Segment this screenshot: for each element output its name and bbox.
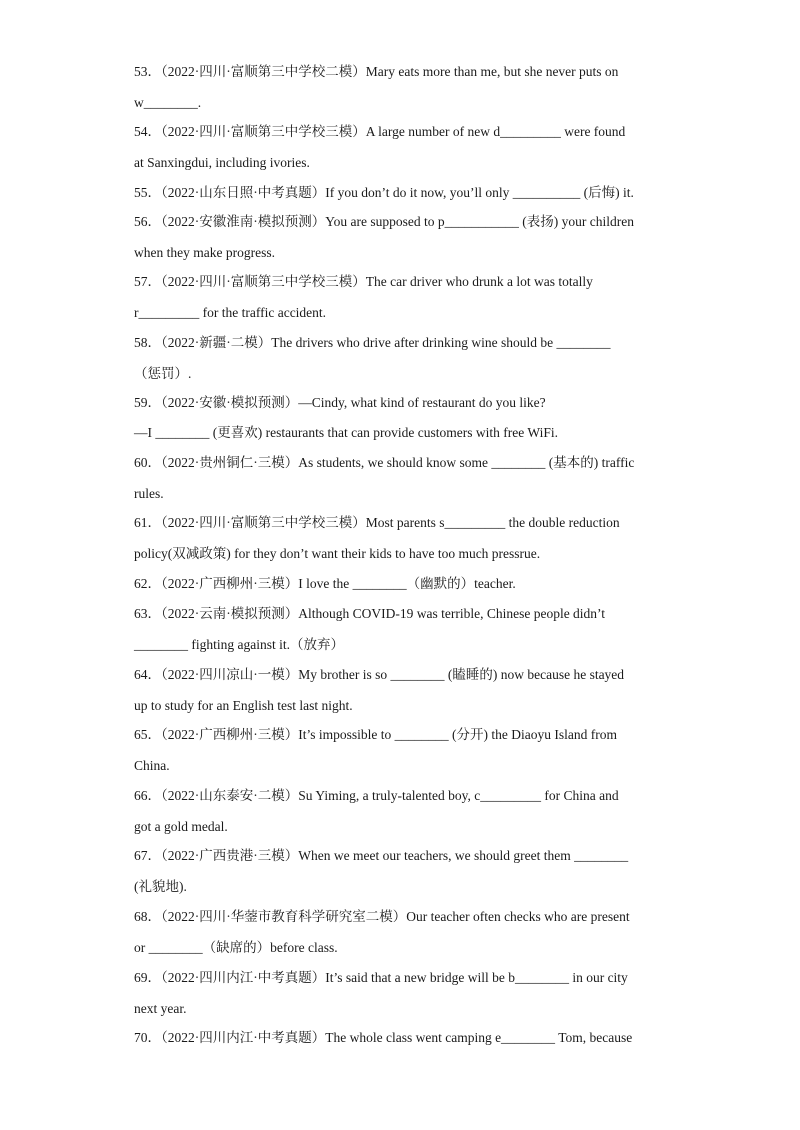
- question-54-line-2: at Sanxingdui, including ivories.: [134, 155, 310, 170]
- question-68-line-1: 68．（2022·四川·华蓥市教育科学研究室二模）Our teacher often checks who are present: [134, 909, 630, 924]
- question-55-line-1: 55．（2022·山东日照·中考真题）If you don’t do it now, you’ll only __________ (后悔) it.: [134, 185, 634, 200]
- question-60-line-2: rules.: [134, 486, 164, 501]
- question-58-line-1: 58．（2022·新疆·二模）The drivers who drive after drinking wine should be ________: [134, 335, 611, 350]
- question-59-line-2: —I ________ (更喜欢) restaurants that can provide customers with free WiFi.: [134, 425, 558, 440]
- question-65-line-2: China.: [134, 758, 170, 773]
- question-65-line-1: 65．（2022·广西柳州·三模）It’s impossible to ________ (分开) the Diaoyu Island from: [134, 727, 617, 742]
- question-67-line-2: (礼貌地).: [134, 879, 187, 894]
- question-66-line-2: got a gold medal.: [134, 819, 228, 834]
- question-64-line-2: up to study for an English test last night.: [134, 698, 353, 713]
- question-57-line-2: r_________ for the traffic accident.: [134, 305, 327, 320]
- question-69-line-2: next year.: [134, 1001, 187, 1016]
- question-69-line-1: 69．（2022·四川内江·中考真题）It’s said that a new bridge will be b________ in our city: [134, 970, 628, 985]
- question-60-line-1: 60．（2022·贵州铜仁·三模）As students, we should know some ________ (基本的) traffic: [134, 455, 635, 470]
- question-63-line-1: 63．（2022·云南·模拟预测）Although COVID-19 was terrible, Chinese people didn’t: [134, 606, 606, 621]
- question-63-line-2: ________ fighting against it.（放弃）: [134, 637, 344, 652]
- question-68-line-2: or ________（缺席的）before class.: [134, 940, 338, 955]
- question-57-line-1: 57．（2022·四川·富顺第三中学校三模）The car driver who drunk a lot was totally: [134, 274, 593, 289]
- question-64-line-1: 64．（2022·四川凉山·一模）My brother is so ________ (瞌睡的) now because he stayed: [134, 667, 625, 682]
- question-70-line-1: 70．（2022·四川内江·中考真题）The whole class went camping e________ Tom, because: [134, 1030, 633, 1045]
- question-67-line-1: 67．（2022·广西贵港·三模）When we meet our teachers, we should greet them ________: [134, 848, 629, 863]
- question-58-line-2: （惩罚）.: [134, 366, 192, 381]
- question-54-line-1: 54．（2022·四川·富顺第三中学校三模）A large number of new d_________ were found: [134, 124, 626, 139]
- question-53-line-2: w________.: [134, 95, 202, 110]
- question-59-line-1: 59．（2022·安徽·模拟预测）—Cindy, what kind of restaurant do you like?: [134, 395, 546, 410]
- question-56-line-1: 56．（2022·安徽淮南·模拟预测）You are supposed to p___________ (表扬) your children: [134, 214, 634, 229]
- question-62-line-1: 62．（2022·广西柳州·三模）I love the ________（幽默的）teacher.: [134, 576, 516, 591]
- question-61-line-1: 61．（2022·四川·富顺第三中学校三模）Most parents s_________ the double reduction: [134, 515, 620, 530]
- question-66-line-1: 66．（2022·山东泰安·二模）Su Yiming, a truly-talented boy, c_________ for China and: [134, 788, 619, 803]
- question-61-line-2: policy(双减政策) for they don’t want their kids to have too much pressrue.: [134, 546, 541, 561]
- question-53-line-1: 53．（2022·四川·富顺第三中学校二模）Mary eats more than me, but she never puts on: [134, 64, 619, 79]
- question-56-line-2: when they make progress.: [134, 245, 275, 260]
